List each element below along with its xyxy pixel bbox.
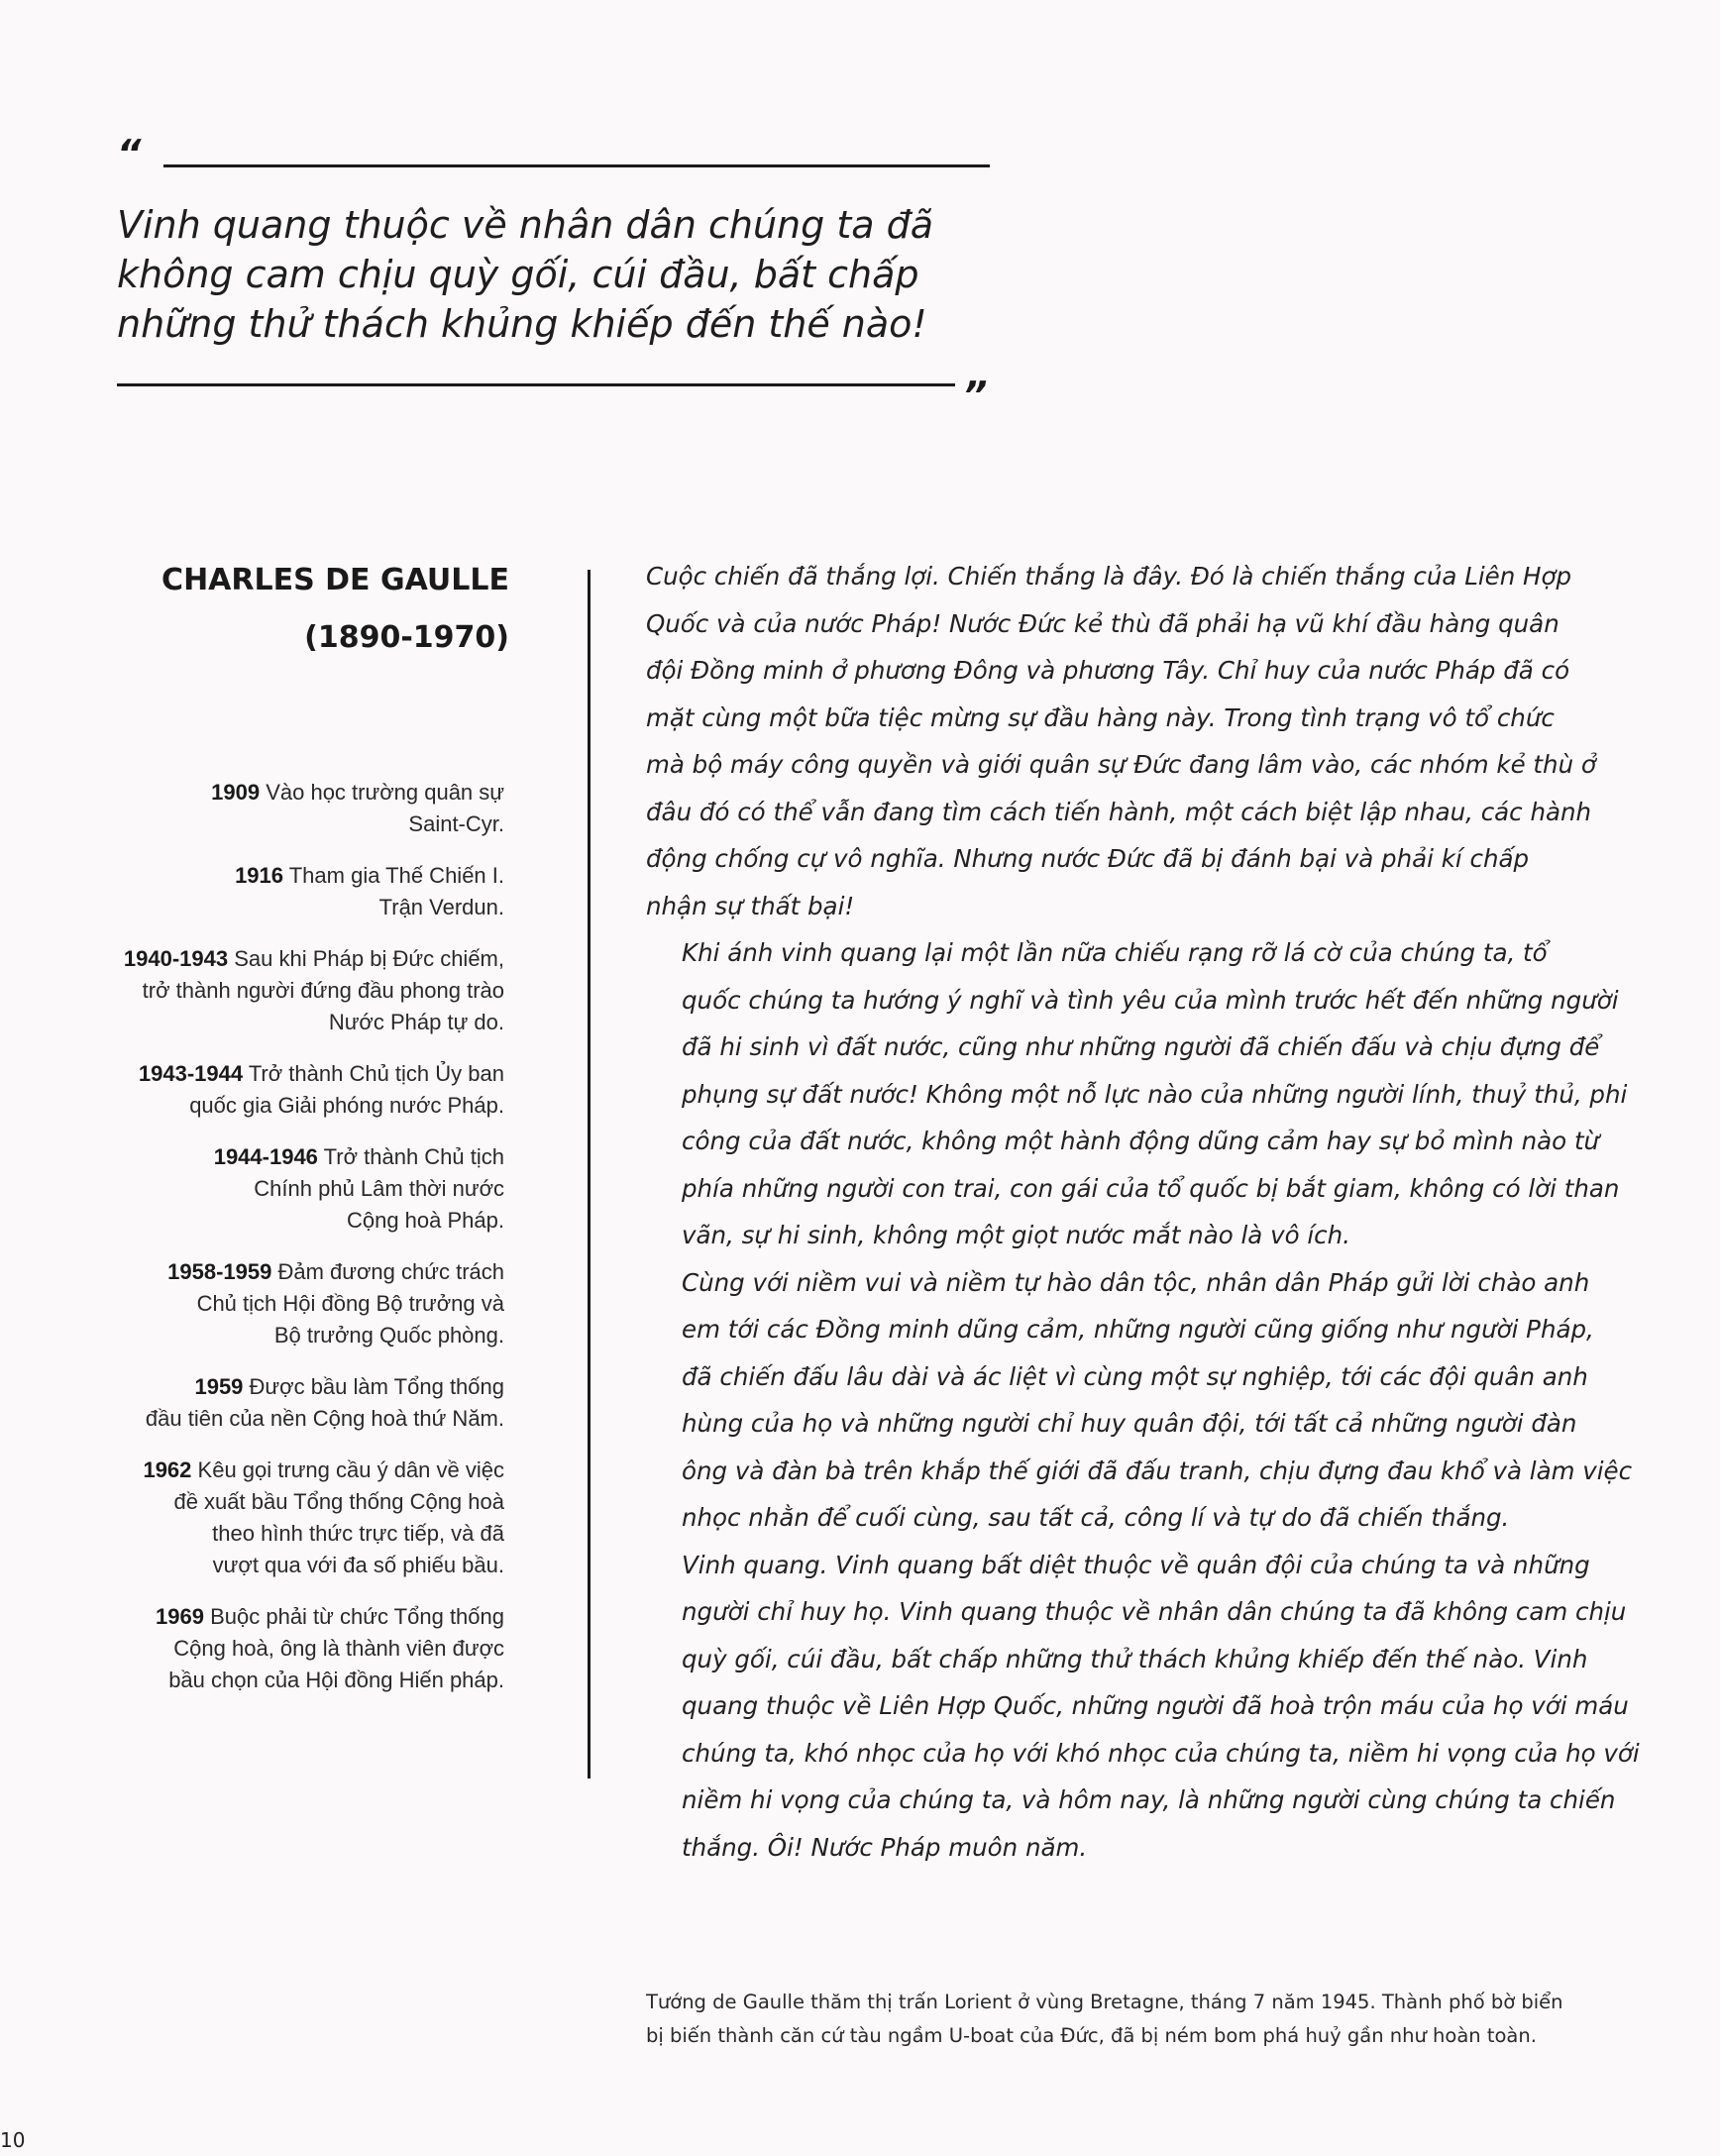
timeline-line [68,1371,504,1403]
person-lifespan: (1890-1970) [304,620,509,655]
timeline-text: Nước Pháp tự do. [328,1010,504,1034]
timeline-line [68,1633,504,1665]
timeline-line [68,1550,504,1581]
timeline-text: Bộ trưởng Quốc phòng. [273,1323,504,1348]
timeline-text: Chính phủ Lâm thời nước [254,1176,504,1201]
timeline-text: quốc gia Giải phóng nước Pháp. [189,1093,504,1118]
quote-close-mark: ” [963,374,984,417]
timeline-entry [68,777,504,840]
pull-quote-line: Vinh quang thuộc về nhân dân chúng ta đã [117,203,934,247]
timeline-text: Cộng hoà, ông là thành viên được [173,1636,504,1661]
timeline-line [68,975,504,1007]
timeline-text: Trận Verdun. [378,895,504,919]
timeline-line [68,1601,504,1633]
timeline-line [68,1320,504,1351]
speech-line: đã chiến đấu lâu dài và ác liệt vì cùng một sự nghiệp, tới các đội quân anh [682,1361,1588,1391]
speech-line: động chống cự vô nghĩa. Nhưng nước Đức đã bị đánh bại và phải kí chấp [646,844,1530,873]
timeline-text: Kêu gọi trưng cầu ý dân về việc [197,1457,504,1482]
timeline-entry [68,1371,504,1435]
pull-quote-line: những thử thách khủng khiếp đến thế nào! [117,302,927,346]
speech-line: Khi ánh vinh quang lại một lần nữa chiếu rạng rỡ lá cờ của chúng ta, tổ [682,938,1548,967]
timeline-text: Vào học trường quân sự [266,780,504,805]
pull-quote-line: không cam chịu quỳ gối, cúi đầu, bất chấp [117,253,919,296]
speech-line: nhọc nhằn để cuối cùng, sau tất cả, công lí và tự do đã chiến thắng. [682,1503,1510,1532]
timeline-year: 1958-1959 [167,1259,272,1284]
timeline-entry [68,1256,504,1351]
timeline-line [68,1205,504,1237]
timeline-line [68,1007,504,1038]
speech-line: chúng ta, khó nhọc của họ với khó nhọc của chúng ta, niềm hi vọng của họ với [682,1738,1640,1768]
speech-line: niềm hi vọng của chúng ta, và hôm nay, là những người cùng chúng ta chiến [682,1785,1616,1814]
timeline-text: Trở thành Chủ tịch [323,1144,504,1169]
timeline-text: Chủ tịch Hội đồng Bộ trưởng và [196,1291,504,1316]
caption-line: Tướng de Gaulle thăm thị trấn Lorient ở vùng Bretagne, tháng 7 năm 1945. Thành phố bờ biển [646,1991,1563,2013]
timeline-year: 1969 [156,1604,204,1629]
speech-line: Cuộc chiến đã thắng lợi. Chiến thắng là đây. Đó là chiến thắng của Liên Hợp [646,562,1572,591]
timeline-text: Saint-Cyr. [408,811,504,836]
speech-line: phụng sự đất nước! Không một nỗ lực nào của những người lính, thuỷ thủ, phi [682,1079,1628,1109]
timeline-text: bầu chọn của Hội đồng Hiến pháp. [168,1668,504,1692]
quote-rule-bottom [117,383,955,386]
timeline-text: Tham gia Thế Chiến I. [288,863,504,888]
timeline-text: Đảm đương chức trách [277,1259,504,1284]
timeline-line [68,1090,504,1122]
timeline-line [68,1518,504,1550]
timeline-text: Sau khi Pháp bị Đức chiếm, [234,946,504,971]
timeline-entry [68,943,504,1038]
timeline-entry [68,1058,504,1122]
speech-line: công của đất nước, không một hành động dũng cảm hay sự bỏ mình nào từ [682,1127,1600,1155]
timeline-line [68,1665,504,1696]
timeline-text: Cộng hoà Pháp. [346,1208,504,1233]
timeline-year: 1962 [143,1457,192,1482]
speech-line: Cùng với niềm vui và niềm tự hào dân tộc, nhân dân Pháp gửi lời chào anh [682,1267,1590,1297]
speech-paragraph [646,929,1647,1259]
person-name: CHARLES DE GAULLE [161,563,509,597]
speech-line: ông và đàn bà trên khắp thế giới đã đấu tranh, chịu đựng đau khổ và làm việc [682,1455,1633,1485]
speech-line: quỳ gối, cúi đầu, bất chấp những thử thách khủng khiếp đến thế nào. Vinh [682,1644,1588,1673]
timeline-text: Buộc phải từ chức Tổng thống [210,1604,504,1629]
photo-caption [646,1986,1696,2053]
speech-line: thắng. Ôi! Nước Pháp muôn năm. [682,1832,1088,1862]
speech-line: người chỉ huy họ. Vinh quang thuộc về nhân dân chúng ta đã không cam chịu [682,1597,1627,1626]
timeline-text: Được bầu làm Tổng thống [249,1374,504,1399]
timeline-entry [68,1601,504,1696]
timeline-line [68,1058,504,1090]
column-divider [588,570,591,1779]
speech-line: quang thuộc về Liên Hợp Quốc, những người đã hoà trộn máu của họ với máu [682,1691,1629,1720]
timeline-line [68,1256,504,1288]
speech-line: đội Đồng minh ở phương Đông và phương Tây. Chỉ huy của nước Pháp đã có [646,656,1570,685]
timeline-line [68,1288,504,1320]
speech-text [646,553,1647,1871]
timeline-text: theo hình thức trực tiếp, và đã [212,1521,504,1546]
timeline-line [68,1486,504,1518]
timeline-line [68,892,504,923]
speech-line: mặt cùng một bữa tiệc mừng sự đầu hàng này. Trong tình trạng vô tổ chức [646,702,1555,732]
timeline-entry [68,1141,504,1237]
speech-line: quốc chúng ta hướng ý nghĩ và tình yêu của mình trước hết đến những người [682,985,1619,1015]
speech-line: phía những người con trai, con gái của tổ quốc bị bắt giam, không có lời than [682,1173,1620,1203]
timeline-text: Trở thành Chủ tịch Ủy ban [248,1061,504,1086]
timeline-year: 1909 [211,780,261,805]
timeline-line [68,860,504,892]
timeline [68,777,504,1716]
speech-line: vãn, sự hi sinh, không một giọt nước mắt nào là vô ích. [682,1221,1350,1249]
quote-rule-top [163,164,990,167]
speech-paragraph [646,553,1647,929]
timeline-entry [68,860,504,923]
timeline-line [68,1173,504,1205]
speech-line: đâu đó có thể vẫn đang tìm cách tiến hành, một cách biệt lập nhau, các hành [646,797,1592,826]
pull-quote [117,200,1009,349]
timeline-line [68,777,504,808]
timeline-line [68,943,504,975]
page-number: 10 [0,2128,26,2152]
timeline-line [68,1403,504,1435]
speech-paragraph [646,1259,1647,1542]
timeline-line [68,1141,504,1173]
speech-line: nhận sự thất bại! [646,891,855,920]
timeline-text: trở thành người đứng đầu phong trào [142,978,504,1003]
timeline-text: đầu tiên của nền Cộng hoà thứ Năm. [145,1406,504,1431]
quote-open-mark: “ [117,132,138,175]
timeline-text: đề xuất bầu Tổng thống Cộng hoà [173,1489,504,1514]
timeline-text: vượt qua với đa số phiếu bầu. [212,1553,504,1577]
speech-line: mà bộ máy công quyền và giới quân sự Đức đang lâm vào, các nhóm kẻ thù ở [646,750,1596,779]
speech-line: hùng của họ và những người chỉ huy quân đội, tới tất cả những người đàn [682,1409,1577,1438]
caption-line: bị biến thành căn cứ tàu ngầm U-boat của Đức, đã bị ném bom phá huỷ gần như hoàn toàn. [646,2024,1537,2047]
timeline-year: 1940-1943 [123,946,229,971]
timeline-line [68,1455,504,1486]
timeline-entry [68,1455,504,1581]
timeline-line [68,808,504,840]
timeline-year: 1944-1946 [213,1144,318,1169]
speech-paragraph [646,1542,1647,1872]
speech-line: Quốc và của nước Pháp! Nước Đức kẻ thù đã phải hạ vũ khí đầu hàng quân [646,608,1559,638]
timeline-year: 1916 [235,863,284,888]
speech-line: Vinh quang. Vinh quang bất diệt thuộc về quân đội của chúng ta và những [682,1550,1590,1579]
timeline-year: 1959 [194,1374,244,1399]
speech-line: em tới các Đồng minh dũng cảm, những người cũng giống như người Pháp, [682,1315,1594,1344]
timeline-year: 1943-1944 [138,1061,244,1086]
speech-line: đã hi sinh vì đất nước, cũng như những người đã chiến đấu và chịu đựng để [682,1032,1600,1061]
